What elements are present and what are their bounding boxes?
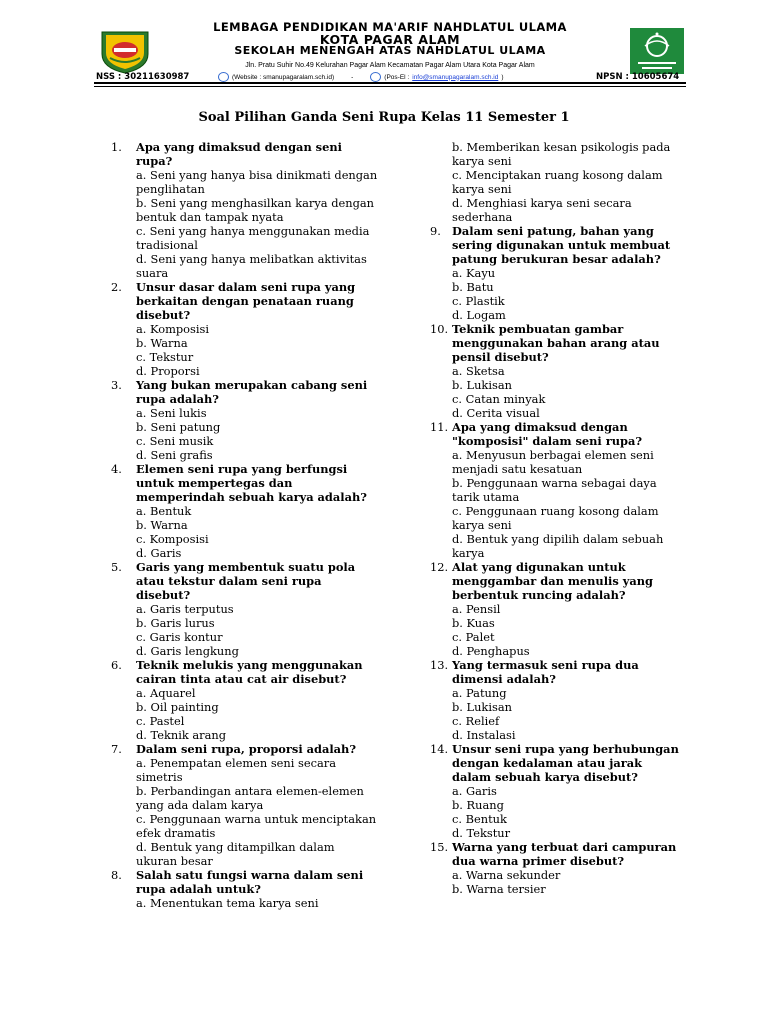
question-text: Dalam seni rupa, proporsi adalah? xyxy=(136,742,356,756)
nss-number: NSS : 30211630987 xyxy=(96,72,190,82)
answer-option: a. Sketsa xyxy=(452,364,505,378)
question-item xyxy=(430,840,680,896)
question-number: 12. xyxy=(430,560,449,574)
question-number: 2. xyxy=(111,280,122,294)
answer-option: b. Warna xyxy=(136,336,188,350)
answer-option: d. Seni grafis xyxy=(136,448,213,462)
question-text: Elemen seni rupa yang berfungsi untuk mempertegas dan memperindah sebuah karya adalah? xyxy=(136,462,367,504)
question-item xyxy=(111,560,379,658)
answer-option: d. Cerita visual xyxy=(452,406,540,420)
question-number: 3. xyxy=(111,378,122,392)
question-text: Garis yang membentuk suatu pola atau tekstur dalam seni rupa disebut? xyxy=(136,560,356,602)
answer-option: c. Tekstur xyxy=(136,350,194,364)
answer-option: b. Ruang xyxy=(452,798,504,812)
answer-option: a. Garis terputus xyxy=(136,602,234,616)
answer-option: d. Seni yang hanya melibatkan aktivitas suara xyxy=(136,252,367,280)
answer-option: b. Warna xyxy=(136,518,188,532)
question-item xyxy=(430,420,680,560)
letterhead-line-1: LEMBAGA PENDIDIKAN MA'ARIF NAHDLATUL ULAMA xyxy=(213,20,567,34)
answer-option: c. Bentuk xyxy=(452,812,507,826)
question-text: Teknik pembuatan gambar menggunakan bahan arang atau pensil disebut? xyxy=(452,322,660,364)
answer-option: d. Logam xyxy=(452,308,506,322)
question-number: 10. xyxy=(430,322,449,336)
answer-option: d. Teknik arang xyxy=(136,728,227,742)
answer-option: d. Bentuk yang dipilih dalam sebuah karya xyxy=(452,532,664,560)
email-close: ) xyxy=(501,73,504,81)
question-text: Apa yang dimaksud dengan "komposisi" dalam seni rupa? xyxy=(452,420,643,448)
answer-option: b. Memberikan kesan psikologis pada karya seni xyxy=(452,140,671,168)
answer-option: a. Warna sekunder xyxy=(452,868,561,882)
question-item xyxy=(430,742,680,840)
email-link[interactable]: info@smanupagaralam.sch.id xyxy=(412,73,499,81)
question-text: Salah satu fungsi warna dalam seni rupa adalah untuk? xyxy=(136,868,364,896)
question-text: Yang bukan merupakan cabang seni rupa adalah? xyxy=(136,378,368,406)
question-text: Apa yang dimaksud dengan seni rupa? xyxy=(136,140,342,168)
question-text: Teknik melukis yang menggunakan cairan tinta atau cat air disebut? xyxy=(136,658,363,686)
question-item xyxy=(430,224,680,322)
question-number: 5. xyxy=(111,560,122,574)
answer-option: b. Lukisan xyxy=(452,378,512,392)
question-text: Dalam seni patung, bahan yang sering digunakan untuk membuat patung berukuran besar adalah? xyxy=(452,224,671,266)
document-title: Soal Pilihan Ganda Seni Rupa Kelas 11 Semester 1 xyxy=(198,110,570,125)
question-item xyxy=(111,658,379,742)
school-address: Jln. Pratu Suhir No.49 Kelurahan Pagar Alam Kecamatan Pagar Alam Utara Kota Pagar Alam xyxy=(245,62,535,69)
question-number: 7. xyxy=(111,742,122,756)
answer-option: c. Seni yang hanya menggunakan media tradisional xyxy=(136,224,370,252)
city-crest-logo xyxy=(96,28,154,74)
answer-option: d. Bentuk yang ditampilkan dalam ukuran besar xyxy=(136,840,335,868)
question-item xyxy=(111,140,379,280)
question-text: Unsur seni rupa yang berhubungan dengan kedalaman atau jarak dalam sebuah karya disebut? xyxy=(452,742,679,784)
question-item xyxy=(111,462,379,560)
answer-option: d. Garis lengkung xyxy=(136,644,239,658)
answer-option: d. Instalasi xyxy=(452,728,516,742)
answer-option: c. Penggunaan ruang kosong dalam karya seni xyxy=(452,504,659,532)
answer-option: d. Penghapus xyxy=(452,644,530,658)
globe-icon xyxy=(218,72,229,82)
answer-option: c. Seni musik xyxy=(136,434,214,448)
question-text: Alat yang digunakan untuk menggambar dan menulis yang berbentuk runcing adalah? xyxy=(452,560,653,602)
npsn-number: NPSN : 10605674 xyxy=(596,72,680,82)
answer-option: c. Komposisi xyxy=(136,532,209,546)
answer-option: a. Pensil xyxy=(452,602,501,616)
question-number: 11. xyxy=(430,420,449,434)
answer-option: c. Catan minyak xyxy=(452,392,546,406)
answer-option: a. Menentukan tema karya seni xyxy=(136,896,319,910)
question-number: 9. xyxy=(430,224,441,238)
answer-option: c. Relief xyxy=(452,714,500,728)
letterhead-rule-thin xyxy=(94,86,686,87)
answer-option: a. Menyusun berbagai elemen seni menjadi satu kesatuan xyxy=(452,448,654,476)
question-item xyxy=(430,658,680,742)
question-number: 4. xyxy=(111,462,122,476)
email-icon xyxy=(370,72,381,82)
answer-option: a. Seni lukis xyxy=(136,406,207,420)
question-number: 15. xyxy=(430,840,449,854)
question-number: 8. xyxy=(111,868,122,882)
question-text: Yang termasuk seni rupa dua dimensi adalah? xyxy=(452,658,639,686)
answer-option: b. Oil painting xyxy=(136,700,219,714)
answer-option: c. Menciptakan ruang kosong dalam karya seni xyxy=(452,168,663,196)
answer-option: a. Seni yang hanya bisa dinikmati dengan penglihatan xyxy=(136,168,378,196)
answer-option: a. Aquarel xyxy=(136,686,196,700)
question-item xyxy=(111,280,379,378)
answer-option: d. Garis xyxy=(136,546,182,560)
question-text: Warna yang terbuat dari campuran dua warna primer disebut? xyxy=(452,840,677,868)
answer-option: b. Seni patung xyxy=(136,420,221,434)
answer-option: c. Plastik xyxy=(452,294,505,308)
question-item xyxy=(111,868,379,910)
answer-option: c. Palet xyxy=(452,630,495,644)
answer-option: a. Kayu xyxy=(452,266,496,280)
answer-option: b. Batu xyxy=(452,280,494,294)
answer-option: a. Garis xyxy=(452,784,497,798)
question-number: 13. xyxy=(430,658,449,672)
answer-option: b. Garis lurus xyxy=(136,616,215,630)
answer-option: b. Penggunaan warna sebagai daya tarik utama xyxy=(452,476,657,504)
answer-option: b. Warna tersier xyxy=(452,882,546,896)
answer-option: b. Seni yang menghasilkan karya dengan bentuk dan tampak nyata xyxy=(136,196,375,224)
question-text: Unsur dasar dalam seni rupa yang berkaitan dengan penataan ruang disebut? xyxy=(136,280,356,322)
answer-option: a. Penempatan elemen seni secara simetris xyxy=(136,756,337,784)
answer-option: b. Lukisan xyxy=(452,700,512,714)
answer-option: d. Tekstur xyxy=(452,826,511,840)
question-item xyxy=(430,560,680,658)
letterhead-line-2: KOTA PAGAR ALAM xyxy=(319,32,461,47)
question-8-continuation xyxy=(430,140,680,224)
answer-option: b. Kuas xyxy=(452,616,495,630)
nu-emblem-logo xyxy=(630,28,684,74)
answer-option: c. Garis kontur xyxy=(136,630,223,644)
question-number: 6. xyxy=(111,658,122,672)
question-column-left xyxy=(111,140,379,910)
separator: - xyxy=(351,73,354,81)
website-text: (Website : smanupagaralam.sch.id) xyxy=(232,73,335,81)
question-item xyxy=(111,378,379,462)
answer-option: b. Perbandingan antara elemen-elemen yang ada dalam karya xyxy=(136,784,364,812)
letterhead-rule-thick xyxy=(94,82,686,84)
letterhead-line-3: SEKOLAH MENENGAH ATAS NAHDLATUL ULAMA xyxy=(234,44,546,57)
answer-option: a. Patung xyxy=(452,686,507,700)
question-number: 14. xyxy=(430,742,449,756)
question-column-right xyxy=(430,140,680,896)
answer-option: c. Pastel xyxy=(136,714,185,728)
answer-option: d. Proporsi xyxy=(136,364,200,378)
email-label: (Pos-El : xyxy=(384,73,410,81)
question-item xyxy=(111,742,379,868)
contact-line xyxy=(218,72,503,82)
answer-option: a. Bentuk xyxy=(136,504,192,518)
question-item xyxy=(430,322,680,420)
answer-option: d. Menghiasi karya seni secara sederhana xyxy=(452,196,632,224)
question-number: 1. xyxy=(111,140,122,154)
answer-option: a. Komposisi xyxy=(136,322,210,336)
answer-option: c. Penggunaan warna untuk menciptakan efek dramatis xyxy=(136,812,377,840)
